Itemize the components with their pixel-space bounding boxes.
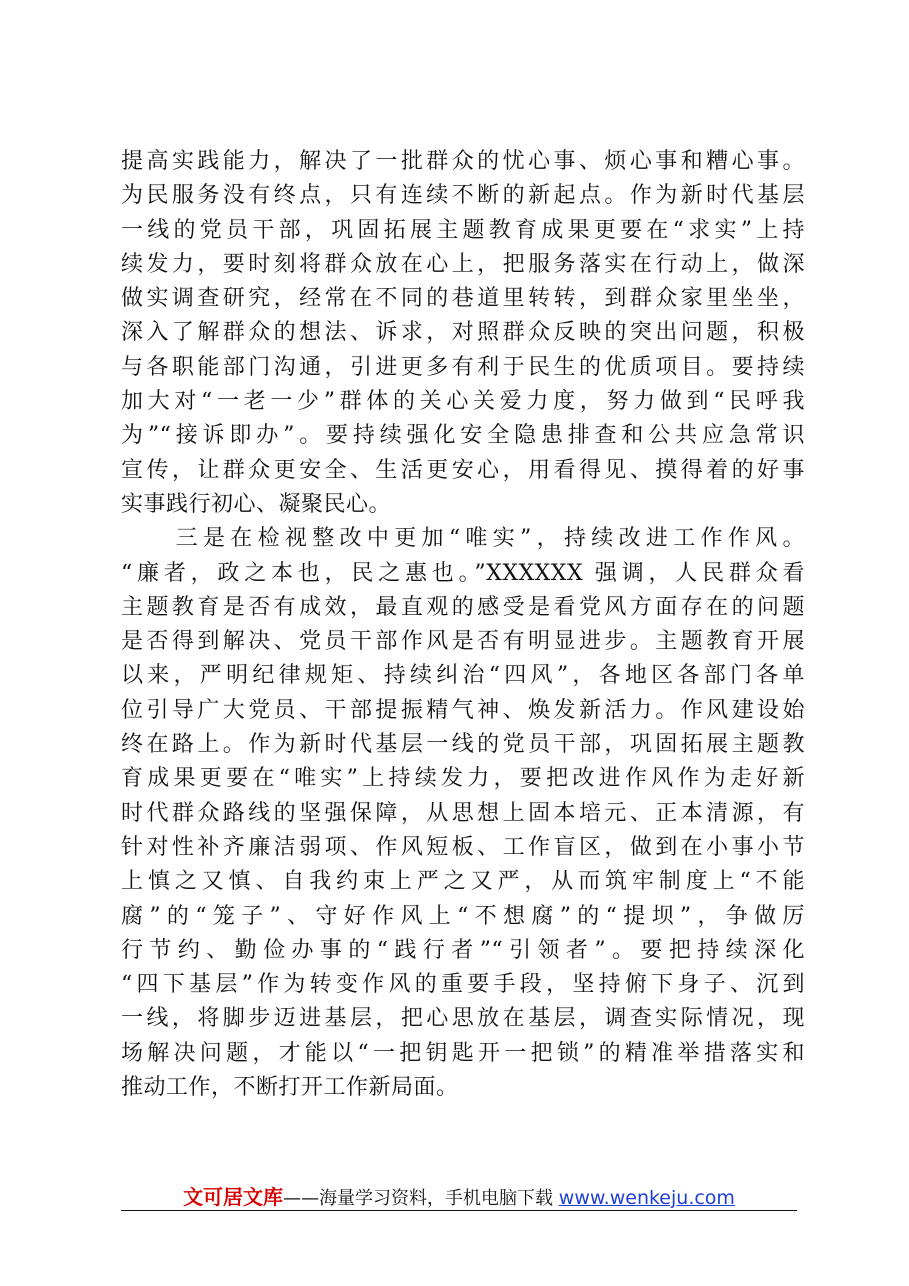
document-body (121, 145, 805, 1105)
text-line: 场解决问题，才能以“一把钥匙开一把锁”的精准举措落实和 (121, 1040, 805, 1066)
text-line: 主题教育是否有成效，最直观的感受是看党风方面存在的问题 (121, 594, 805, 620)
text-line: 育成果更要在“唯实”上持续发力，要把改进作风作为走好新 (121, 766, 805, 792)
footer-divider (121, 1210, 797, 1211)
text-line: 深入了解群众的想法、诉求，对照群众反映的突出问题，积极 (121, 320, 805, 346)
text-line: 与各职能部门沟通，引进更多有利于民生的优质项目。要持续 (121, 354, 805, 380)
text-line: 以来，严明纪律规矩、持续纠治“四风”，各地区各部门各单 (121, 663, 805, 689)
text-line: 终在路上。作为新时代基层一线的党员干部，巩固拓展主题教 (121, 732, 805, 758)
page-footer (121, 1181, 797, 1210)
text-line: “四下基层”作为转变作风的重要手段，坚持俯下身子、沉到 (121, 972, 805, 998)
text-line: 位引导广大党员、干部提振精气神、焕发新活力。作风建设始 (121, 697, 805, 723)
text-line: 针对性补齐廉洁弱项、作风短板、工作盲区，做到在小事小节 (121, 834, 805, 860)
text-line: 时代群众路线的坚强保障，从思想上固本培元、正本清源，有 (121, 800, 805, 826)
text-line: 上慎之又慎、自我约束上严之又严，从而筑牢制度上“不能 (121, 869, 805, 895)
text-line-paragraph-end: 实事践行初心、凝聚民心。 (121, 491, 392, 517)
footer-website-link[interactable]: www.wenkeju.com (558, 1187, 735, 1209)
text-line: 一线，将脚步迈进基层，把心思放在基层，调查实际情况，现 (121, 1006, 805, 1032)
footer-tagline: ——海量学习资料，手机电脑下载 (283, 1188, 559, 1209)
text-line: 宣传，让群众更安全、生活更安心，用看得见、摸得着的好事 (121, 457, 805, 483)
text-line: 加大对“一老一少”群体的关心关爱力度，努力做到“民呼我 (121, 389, 805, 415)
text-line: 提高实践能力，解决了一批群众的忧心事、烦心事和糟心事。 (121, 149, 805, 174)
text-line-paragraph-end: 推动工作，不断打开工作新局面。 (121, 1075, 459, 1101)
text-line: 为民服务没有终点，只有连续不断的新起点。作为新时代基层 (121, 183, 805, 209)
text-line: 为”“接诉即办”。要持续强化安全隐患排查和公共应急常识 (121, 423, 805, 449)
text-line: “廉者，政之本也，民之惠也。”XXXXXX 强调，人民群众看 (121, 560, 805, 586)
text-line: 腐”的“笼子”、守好作风上“不想腐”的“提坝”，争做厉 (121, 903, 805, 929)
text-line-paragraph-start: 三是在检视整改中更加“唯实”，持续改进工作作风。 (121, 526, 805, 552)
text-line: 行节约、勤俭办事的“践行者”“引领者”。要把持续深化 (121, 937, 805, 963)
footer-brand: 文可居文库 (183, 1185, 284, 1209)
text-line: 一线的党员干部，巩固拓展主题教育成果更要在“求实”上持 (121, 217, 805, 243)
text-line: 是否得到解决、党员干部作风是否有明显进步。主题教育开展 (121, 629, 805, 655)
text-line: 续发力，要时刻将群众放在心上，把服务落实在行动上，做深 (121, 251, 805, 277)
text-line: 做实调查研究，经常在不同的巷道里转转，到群众家里坐坐， (121, 286, 805, 312)
